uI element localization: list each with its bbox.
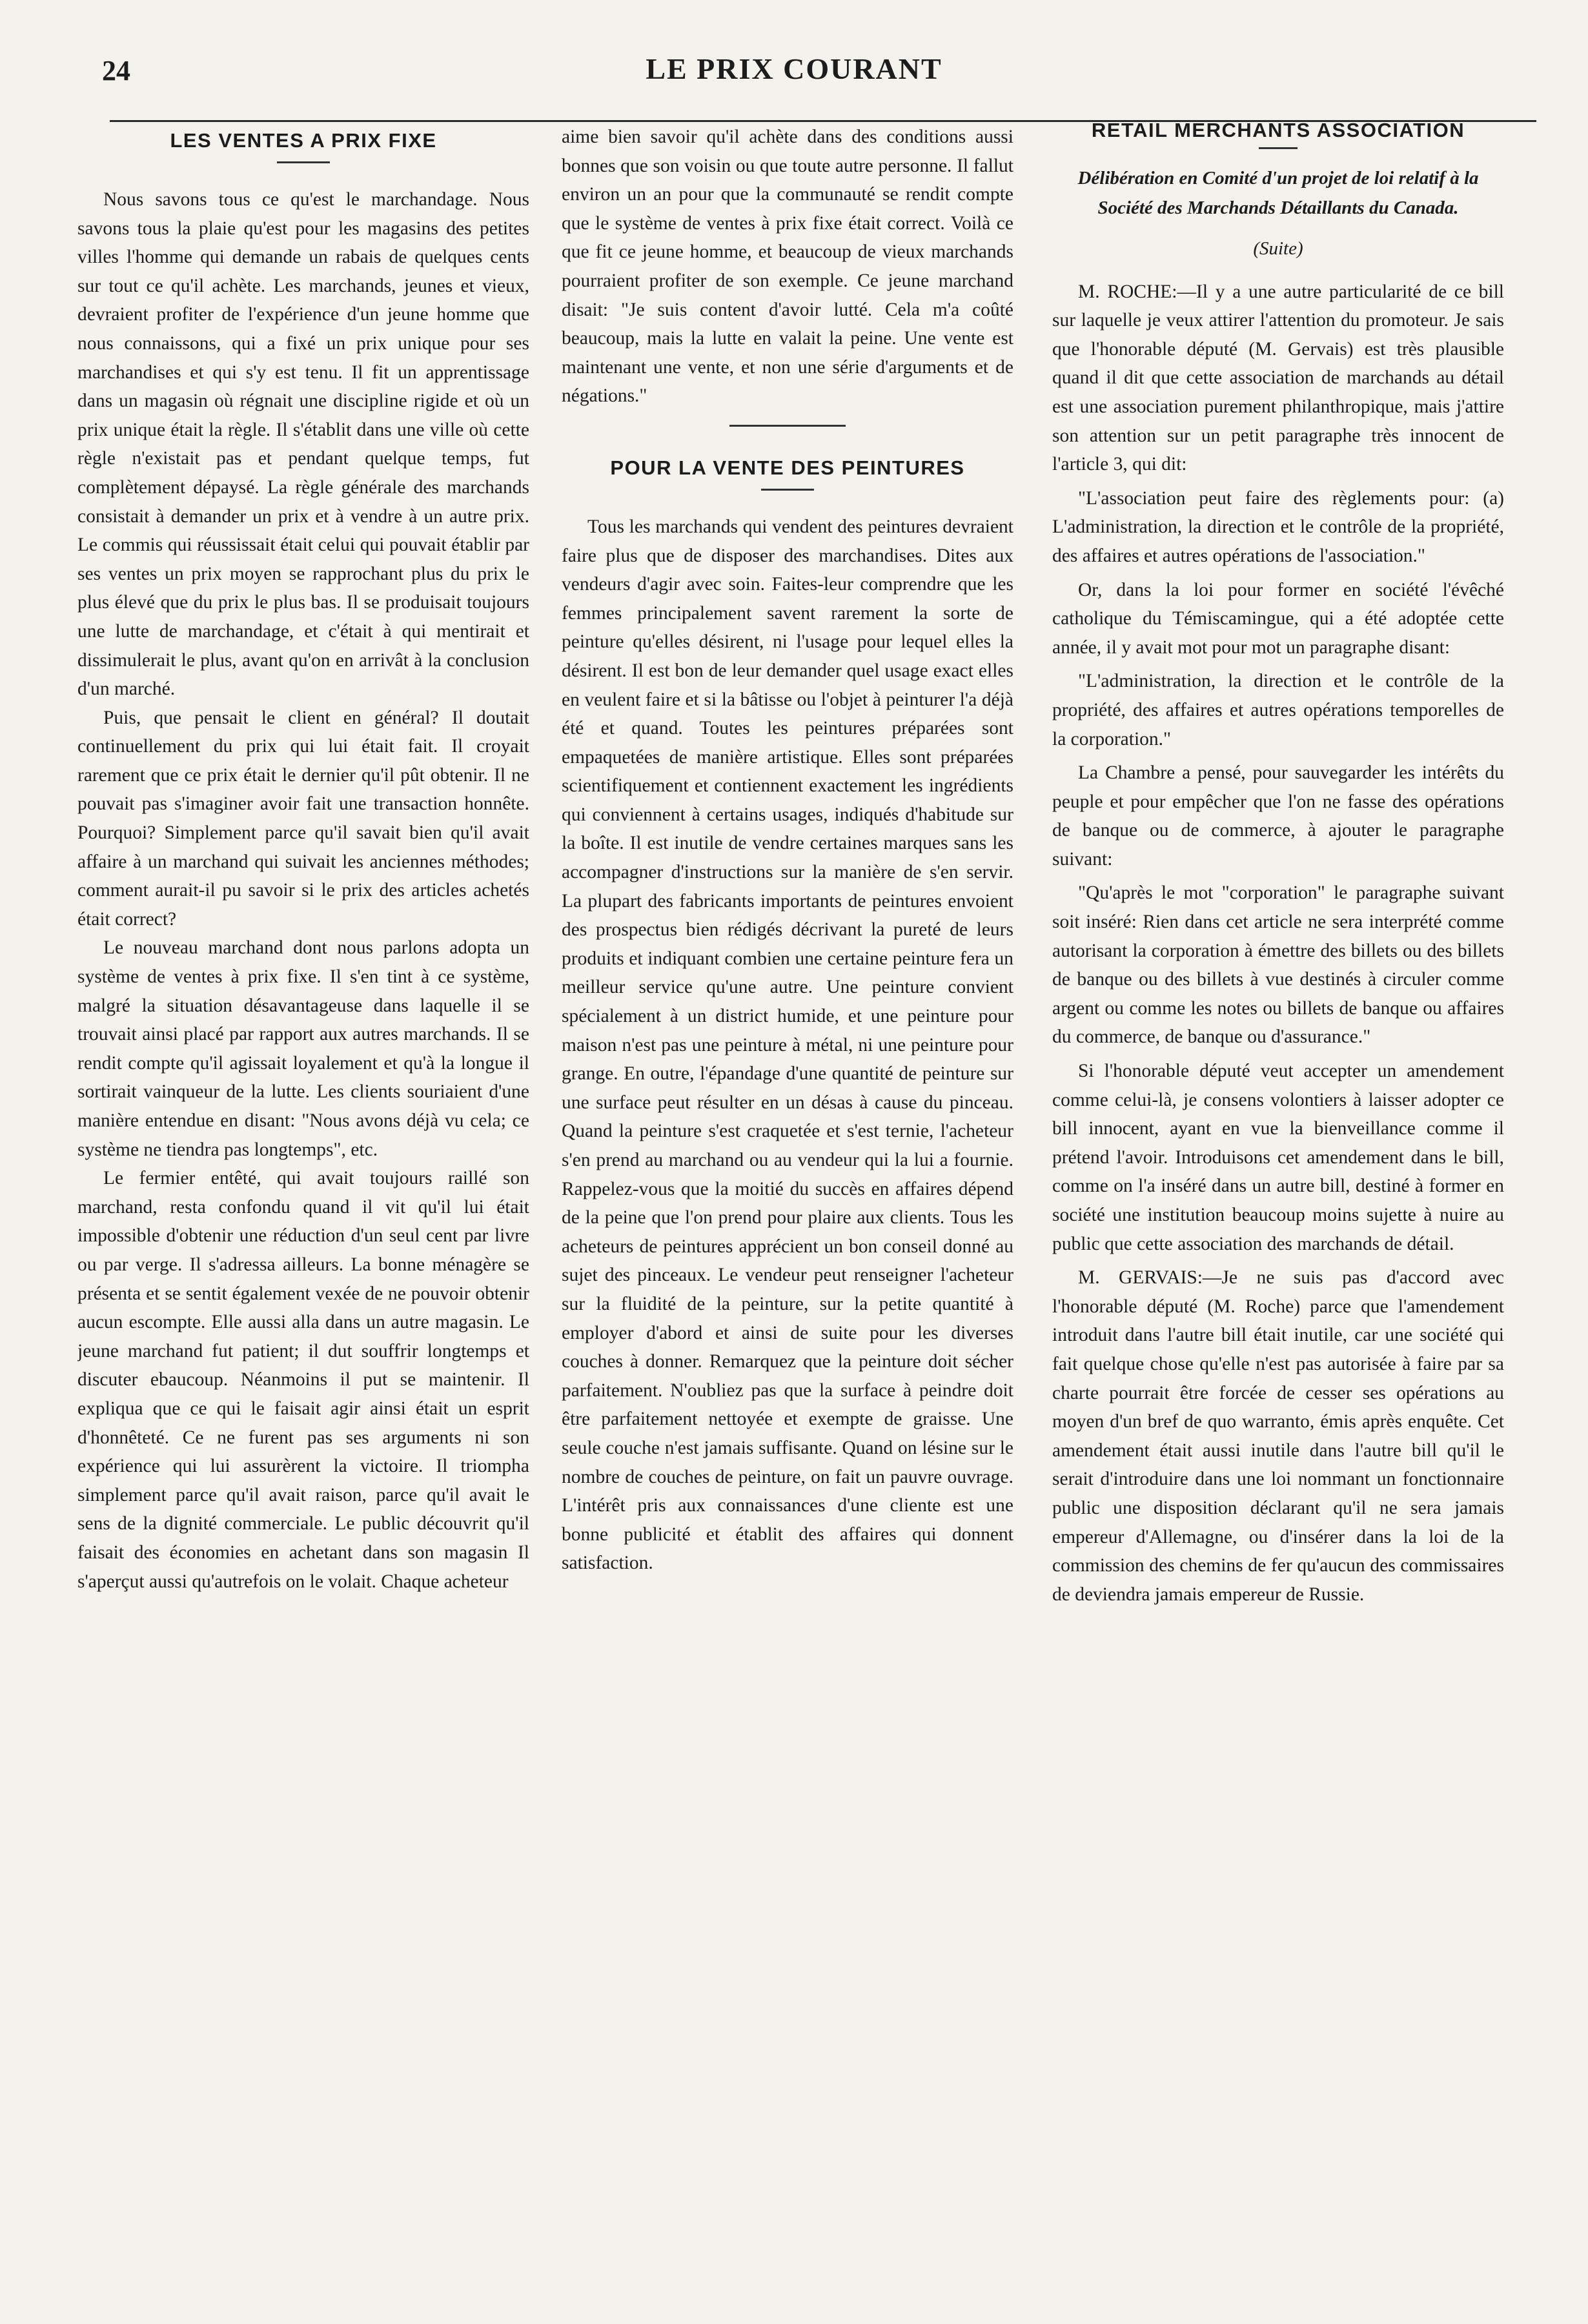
article-paragraph: M. ROCHE:—Il y a une autre particularité de ce bill sur laquelle je veux attirer l'attention du promoteur. Je sais que l'honorable député (M. Gervais) est très plausible quand il dit que cette association de marchands au détail est une association purement philanthropique, mais j'attire son attention sur un petit paragraphe très innocent de l'article 3, qui dit:: [1052, 281, 1504, 475]
article-paragraph: La Chambre a pensé, pour sauvegarder les intérêts du peuple et pour empêcher que l'on ne fasse des opérations de banque ou de commerce, à ajouter le paragraphe suivant:: [1052, 762, 1504, 870]
page-title: LE PRIX COURANT: [646, 52, 942, 85]
article-paragraph: Si l'honorable député veut accepter un amendement comme celui-là, je consens volontiers à laisser adopter ce bill innocent, ayant en vue la bienveillance comme il prétend l'avoir. Introduisons cet amendement dans le bill, comme on l'a inséré dans un autre bill, destiné à former en société une institution beaucoup moins sujette à nuire au public que cette association des marchands de détail.: [1052, 1061, 1504, 1254]
article-paragraph: Puis, que pensait le client en général? Il doutait continuellement du prix qui lui était fait. Il croyait rarement que ce prix était le dernier qu'il pût obtenir. Il ne pouvait pas s'imaginer avoir fait une transaction honnête. Pourquoi? Simplement parce qu'il savait bien qu'il avait affaire à un marchand qui suivait les anciennes méthodes; comment aurait-il pu savoir si le prix des articles achetés était correct?: [77, 707, 529, 930]
title-divider: [1259, 147, 1298, 149]
article-divider: [729, 425, 846, 427]
title-divider: [277, 161, 330, 163]
article-title-peintures: POUR LA VENTE DES PEINTURES: [610, 456, 965, 479]
article-paragraph: Tous les marchands qui vendent des peintures devraient faire plus que de disposer des marchandises. Dites aux vendeurs d'agir avec soin. Faites-leur comprendre que les femmes principalement savent rarement la sorte de peinture qu'elles désirent, ni l'usage pour lequel elles la désirent. Il est bon de leur demander quel usage exact elles en veulent faire et si la bâtisse ou l'objet à peinturer l'a déjà été et quand. Toutes les peintures préparées sont empaquetées de manière artistique. Elles sont préparées scientifiquement et contiennent exactement les ingrédients qui conviennent à certains usages, indiqués d'habitude sur la boîte. Il est inutile de vendre certaines marques sans les accompagner d'instructions sur la manière de s'en servir. La plupart des fabricants importants de peintures envoient des prospectus bien rédigés décrivant la pureté de leurs produits et indiquant combien une certaine peinture fera un meilleur service qu'une autre. Une peinture convient spécialement à un district humide, et une peinture pour maison n'est pas une peinture à métal, ni une peinture pour grange. En outre, l'épandage d'une quantité de peinture sur une surface peut résulter en un désas à cause du pinceau. Quand la peinture s'est craquetée et s'est ternie, l'acheteur s'en prend au marchand ou au vendeur qui la lui a fournie. Rappelez-vous que la moitié du succès en affaires dépend de la peine que l'on prend pour plaire aux clients. Tous les acheteurs de peintures apprécient un bon conseil donné au sujet des pinceaux. Le vendeur peut renseigner l'acheteur sur la fluidité de la peinture, sur la petite quantité à employer d'abord et ainsi de suite pour les diverses couches à donner. Remarquez que la peinture doit sécher parfaitement. N'oubliez pas que la surface à peindre doit être parfaitement nettoyée et exempte de graisse. Une seule couche n'est jamais suffisante. Quand on lésine sur le nombre de couches de peinture, on fait un pauvre ouvrage. L'intérêt pris aux connaissances d'une cliente est une bonne publicité et établit des affaires qui donnent satisfaction.: [562, 516, 1013, 1574]
article-title-retail-merchants: RETAIL MERCHANTS ASSOCIATION: [1091, 123, 1465, 141]
column-2: [562, 123, 1013, 2266]
article-quote: "Qu'après le mot "corporation" le paragraphe suivant soit inséré: Rien dans cet article ne sera interprété comme autorisant la corporation à émettre des billets ou des billets de banque ou des billets à vue destinés à circuler comme argent ou comme les notes ou billets de banque ou affaires du commerce, de banque ou d'assurance.": [1052, 882, 1504, 1048]
article-quote: "L'administration, la direction et le contrôle de la propriété, des affaires et autres opérations temporelles de la corporation.": [1052, 671, 1504, 749]
page-number: 24: [102, 55, 130, 87]
article-paragraph: Le fermier entêté, qui avait toujours raillé son marchand, resta confondu quand il vit qu'il lui était impossible d'obtenir une réduction d'un seul cent par livre ou par verge. Il s'adressa ailleurs. La bonne ménagère se présenta et se sentit également vexée de ne pouvoir obtenir aucun escompte. Elle aussi alla dans un autre magasin. Le jeune marchand fut patient; il dut souffrir longtemps et discuter ebaucoup. Néanmoins il put se maintenir. Il expliqua que ce qui le faisait agir ainsi était un esprit d'honnêteté. Ce ne furent pas ses arguments ni son expérience qui lui assurèrent la victoire. Il triompha simplement parce qu'il avait raison, parce qu'il avait le sens de la dignité commerciale. Le public découvrit qu'il faisait des économies en achetant dans son magasin Il s'aperçut aussi qu'autrefois on le volait. Chaque acheteur: [77, 1168, 529, 1592]
article-intro: Délibération en Comité d'un projet de loi relatif à la Société des Marchands Détaillants du Canada.: [1077, 168, 1479, 218]
column-3: [1052, 123, 1504, 2266]
header-divider: [110, 120, 1536, 122]
article-paragraph: Le nouveau marchand dont nous parlons adopta un système de ventes à prix fixe. Il s'en tint à ce système, malgré la situation désavantageuse dans laquelle il se trouvait ainsi placé par rapport aux autres marchands. Il se rendit compte qu'il agissait loyalement et qu'à la longue il sortirait vainqueur de la lutte. Les clients souriaient d'une manière entendue en disant: "Nous avons déjà vu cela; ce système ne tiendra pas longtemps", etc.: [77, 937, 529, 1160]
column-1: [77, 123, 529, 2266]
article-paragraph: M. GERVAIS:—Je ne suis pas d'accord avec l'honorable député (M. Roche) parce que l'amendement introduit dans l'autre bill était inutile, car une société qui fait quelque chose qu'elle n'est pas autorisée à faire par sa charte pourrait être forcée de cesser ses opérations au moyen d'un bref de quo warranto, émis après enquête. Cet amendement était aussi inutile dans l'autre bill qu'il le serait d'introduire dans une loi nommant un fonctionnaire public une disposition déclarant qu'il ne sera jamais empereur d'Allemagne, ou d'insérer dans la loi de la commission des chemins de fer qu'aucun des commissaires de deviendra jamais empereur de Russie.: [1052, 1267, 1504, 1605]
article-paragraph: Or, dans la loi pour former en société l'évêché catholique du Témiscamingue, qui a été adoptée cette année, il y avait mot pour mot un paragraphe disant:: [1052, 579, 1504, 658]
article-paragraph: Nous savons tous ce qu'est le marchandage. Nous savons tous la plaie qu'est pour les magasins des petites villes l'homme qui demande un rabais de quelques cents sur tout ce qu'il achète. Les marchands, jeunes et vieux, devraient profiter de l'expérience d'un jeune homme que nous connaissons, qui a fixé un prix unique pour ses marchandises et qui s'y est tenu. Il fit un apprentissage dans un magasin où régnait une discipline rigide et où un prix unique était la règle. Il s'établit dans une ville où cette règle n'existait pas et pendant quelque temps, fut complètement dépaysé. La règle générale des marchands consistait à demander un prix et à vendre à un autre prix. Le commis qui réussissait était celui qui pouvait établir par ses ventes un prix moyen se rapprochant plus du prix le plus élevé que du prix le plus bas. Il se produisait toujours une lutte de marchandage, et c'était à qui mentirait et dissimulerait le plus, avant qu'on en arrivât à la conclusion d'un marché.: [77, 189, 529, 700]
article-title-prix-fixe: LES VENTES A PRIX FIXE: [170, 129, 437, 152]
article-continuation: aime bien savoir qu'il achète dans des conditions aussi bonnes que son voisin ou que toute autre personne. Il fallut environ un an pour que la communauté se rendit compte que le système de ventes à prix fixe était correct. Voilà ce que fit ce jeune homme, et beaucoup de vieux marchands pourraient profiter de son exemple. Ce jeune marchand disait: "Je suis content d'avoir lutté. Cela m'a coûté beaucoup, mais la lutte en valait la peine. Une vente est maintenant une vente, et non une série d'arguments et de négations.": [562, 127, 1013, 407]
title-divider: [761, 489, 814, 491]
article-suite-label: (Suite): [1253, 238, 1303, 259]
article-quote: "L'association peut faire des règlements pour: (a) L'administration, la direction et le contrôle de la propriété, des affaires et autres opérations de l'association.": [1052, 487, 1504, 566]
